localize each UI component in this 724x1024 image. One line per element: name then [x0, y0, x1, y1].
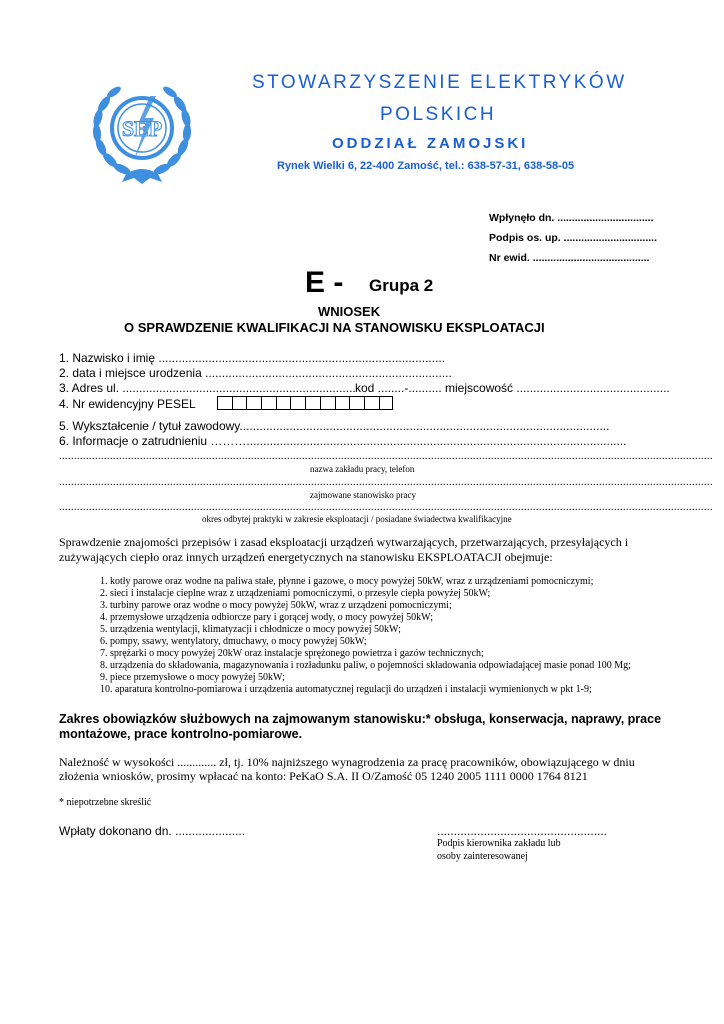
laurel-wreath-icon	[82, 66, 202, 186]
payment-date-field[interactable]: Wpłaty dokonano dn. .....................	[59, 824, 246, 838]
payment-line-1: Należność w wysokości ............. zł, tj. 10% najniższego wynagrodzenia za pracę pracowników, obowiązującego w dniu	[59, 755, 635, 769]
group-label: Grupa 2	[369, 276, 434, 295]
employer-line[interactable]: ..........................................................................................................................................................................................................................	[59, 451, 713, 462]
list-item: 3. turbiny parowe oraz wodne o mocy powyżej 50kW, wraz z urządzeni pomocniczymi;	[100, 600, 452, 611]
education-field[interactable]: 5. Wykształcenie / tytuł zawodowy...............................................................................................................	[59, 419, 610, 433]
received-date-field[interactable]: Wpłynęło dn. .................................	[489, 212, 654, 224]
practice-line[interactable]: ..........................................................................................................................................................................................................................	[59, 502, 713, 513]
position-caption: zajmowane stanowisko pracy	[310, 490, 416, 500]
footnote: * niepotrzebne skreślić	[59, 797, 152, 808]
intro-line-2: zużywających ciepło oraz innych urządzeń energetycznych na stanowisku EKSPLOATACJI obejmuje:	[59, 550, 553, 564]
employer-caption: nazwa zakładu pracy, telefon	[310, 464, 415, 474]
list-item: 2. sieci i instalacje cieplne wraz z urządzeniami pomocniczymi, o przesyle ciepła powyżej 50kW;	[100, 588, 491, 599]
employment-field[interactable]: 6. Informacje o zatrudnieniu ………..................................................................................................................	[59, 434, 627, 448]
list-item: 1. kotły parowe oraz wodne na paliwa stałe, płynne i gazowe, o mocy powyżej 50kW, wraz z urządzeniami pomocniczymi;	[100, 576, 594, 587]
branch-address: Rynek Wielki 6, 22-400 Zamość, tel.: 638-57-31, 638-58-05	[277, 160, 575, 172]
list-item: 4. przemysłowe urządzenia odbiorcze pary i gorącej wody, o mocy powyżej 50kW;	[100, 612, 434, 623]
intro-line-1: Sprawdzenie znajomości przepisów i zasad eksploatacji urządzeń wytwarzających, przetwarzających, przesyłających i	[59, 535, 629, 549]
org-name-line1: STOWARZYSZENIE ELEKTRYKÓW	[252, 72, 627, 93]
pesel-input[interactable]	[217, 396, 393, 410]
pesel-label: 4. Nr ewidencyjny PESEL	[59, 397, 196, 411]
position-line[interactable]: ..........................................................................................................................................................................................................................	[59, 477, 713, 488]
received-signature-field[interactable]: Podpis os. up. ................................	[489, 232, 658, 244]
birth-field[interactable]: 2. data i miejsce urodzenia ..........................................................................	[59, 366, 452, 380]
duties-line-1: Zakres obowiązków służbowych na zajmowanym stanowisku:* obsługa, konserwacja, naprawy, prace	[59, 712, 662, 726]
list-item: 5. urządzenia wentylacji, klimatyzacji i chłodnicze o mocy powyżej 50kW;	[100, 624, 401, 635]
form-subtitle: O SPRAWDZENIE KWALIFIKACJI NA STANOWISKU EKSPLOATACJI	[124, 320, 545, 335]
registry-number-field[interactable]: Nr ewid. ........................................	[489, 252, 650, 264]
form-title: WNIOSEK	[318, 304, 381, 319]
sep-logo	[82, 66, 202, 186]
payment-line-2: złożenia wniosków, prosimy wpłacać na konto: PeKaO S.A. II O/Zamość 05 1240 2005 1111 0000 1764 8121	[59, 769, 588, 783]
list-item: 7. sprężarki o mocy powyżej 20kW oraz instalacje sprężonego powietrza i gazów technicznych;	[100, 648, 484, 659]
signature-line[interactable]: ...................................................	[437, 824, 608, 838]
list-item: 6. pompy, ssawy, wentylatory, dmuchawy, o mocy powyżej 50kW;	[100, 636, 367, 647]
org-name-line2: POLSKICH	[380, 104, 497, 125]
branch-name: ODDZIAŁ ZAMOJSKI	[332, 135, 529, 152]
list-item: 8. urządzenia do składowania, magazynowania i rozładunku paliw, o pojemności składowania odpowiadającej masie ponad 100 Mg;	[100, 660, 631, 671]
svg-text:SEP: SEP	[121, 116, 163, 141]
address-field[interactable]: 3. Adres ul. ......................................................................	[59, 381, 356, 395]
signature-caption-1: Podpis kierownika zakładu lub	[437, 838, 561, 849]
group-letter: E -	[305, 266, 344, 299]
signature-caption-2: osoby zainteresowanej	[437, 851, 528, 862]
list-item: 10. aparatura kontrolno-pomiarowa i urządzenia automatycznej regulacji do urządzeń i instalacji wymienionych w pkt 1-9;	[100, 684, 592, 695]
practice-caption: okres odbytej praktyki w zakresie eksploatacji / posiadane świadectwa kwalifikacyjne	[202, 514, 512, 524]
list-item: 9. piece przemysłowe o mocy powyżej 50kW;	[100, 672, 285, 683]
postal-city-field[interactable]: kod ........-.......... miejscowość ..............................................	[355, 381, 670, 395]
duties-line-2: montażowe, prace kontrolno-pomiarowe.	[59, 727, 303, 741]
name-field[interactable]: 1. Nazwisko i imię ......................................................................................	[59, 351, 446, 365]
